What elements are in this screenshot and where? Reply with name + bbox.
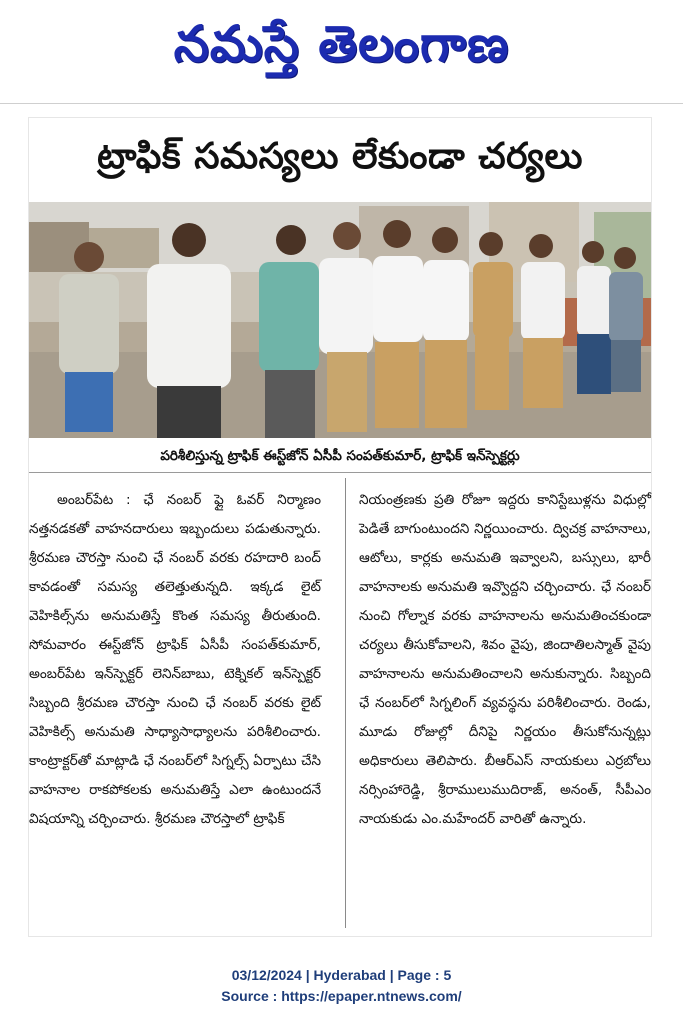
- photo-caption: పరిశీలిస్తున్న ట్రాఫిక్ ఈస్ట్‌జోన్ ఏసీపీ సంపత్‌కుమార్, ట్రాఫిక్ ఇన్‌స్పెక్టర్లు: [29, 442, 651, 473]
- article-headline: ట్రాఫిక్ సమస్యలు లేకుండా చర్యలు: [97, 136, 583, 177]
- page-footer: [0, 965, 683, 1007]
- traffic-officials-photo: [29, 202, 651, 438]
- edition-info: 03/12/2024 | Hyderabad | Page : 5: [231, 967, 452, 983]
- news-clipping: [28, 117, 652, 937]
- masthead: [0, 0, 683, 100]
- article-text-left: అంబర్‌పేట : ఛే నంబర్ ఫ్లై ఓవర్ నిర్మాణం నత్తనడకతో వాహనదారులు ఇబ్బందులు పడుతున్నారు. శ్రీరమణ చౌరస్తా నుంచి ఛే నంబర్ వరకు రహదారి బంద్ కావడంతో సమస్య తలెత్తుతున్నది. ఇక్కడ లైట్ వెహికిల్స్‌ను అనుమతిస్తే కొంత సమస్య తీరుతుంది. సోమవారం ఈస్ట్‌జోన్ ట్రాఫిక్ ఏసీపీ సంపత్‌కుమార్, అంబర్‌పేట ఇన్‌స్పెక్టర్ లెనిన్‌బాబు, టెక్నికల్ ఇన్‌స్పెక్టర్ సిబ్బంది శ్రీరమణ చౌరస్తా నుంచి ఛే నంబర్ వరకు లైట్ వెహికిల్స్ అనుమతి సాధ్యాసాధ్యాలను పరిశీలించారు. కాంట్రాక్టర్‌తో మాట్లాడి ఛే నంబర్‌లో సిగ్నల్స్ ఏర్పాటు చేసి వాహనాల రాకపోకలకు అనుమతిస్తే ఎలా ఉంటుందనే విషయాన్ని చర్చించారు. శ్రీరమణ చౌరస్తాలో ట్రాఫిక్: [29, 492, 321, 827]
- article-text-right: నియంత్రణకు ప్రతి రోజూ ఇద్దరు కానిస్టేబుళ్లను విధుల్లో పెడితే బాగుంటుందని నిర్ణయించారు. ద్విచక్ర వాహనాలు, ఆటోలు, కార్లకు అనుమతి ఇవ్వాలని, బస్సులు, భారీ వాహనాలకు అనుమతి ఇవ్వొద్దని చర్చించారు. ఛే నంబర్ నుంచి గోల్నాక వరకు వాహనాలను అనుమతించకుండా చర్యలు తీసుకోవాలని, శివం వైపు, జిందాతిలస్మాత్ వైపు వాహనాలను అనుమతించాలని అనుకున్నారు. సిబ్బంది ఛే నంబర్‌లో సిగ్నలింగ్ వ్యవస్థను పరిశీలించారు. రెండు, మూడు రోజుల్లో దీనిపై నిర్ణయం తీసుకోనున్నట్లు అధికారులు తెలిపారు. బీఆర్‌ఎస్ నాయకులు ఎర్రబోలు నర్సింహారెడ్డి, శ్రీరాములుముదిరాజ్, అనంత్, సీపీఎం నాయకుడు ఎం.మహేందర్ వారితో ఉన్నారు.: [359, 492, 651, 827]
- article-column-left: [29, 486, 321, 834]
- header-divider: [0, 103, 683, 104]
- article-body: [29, 478, 651, 928]
- article-column-right: [359, 486, 651, 834]
- column-divider: [345, 478, 346, 928]
- newspaper-logo: నమస్తే తెలంగాణ: [173, 14, 510, 73]
- news-photo: [29, 202, 651, 438]
- source-link[interactable]: Source : https://epaper.ntnews.com/: [221, 988, 462, 1004]
